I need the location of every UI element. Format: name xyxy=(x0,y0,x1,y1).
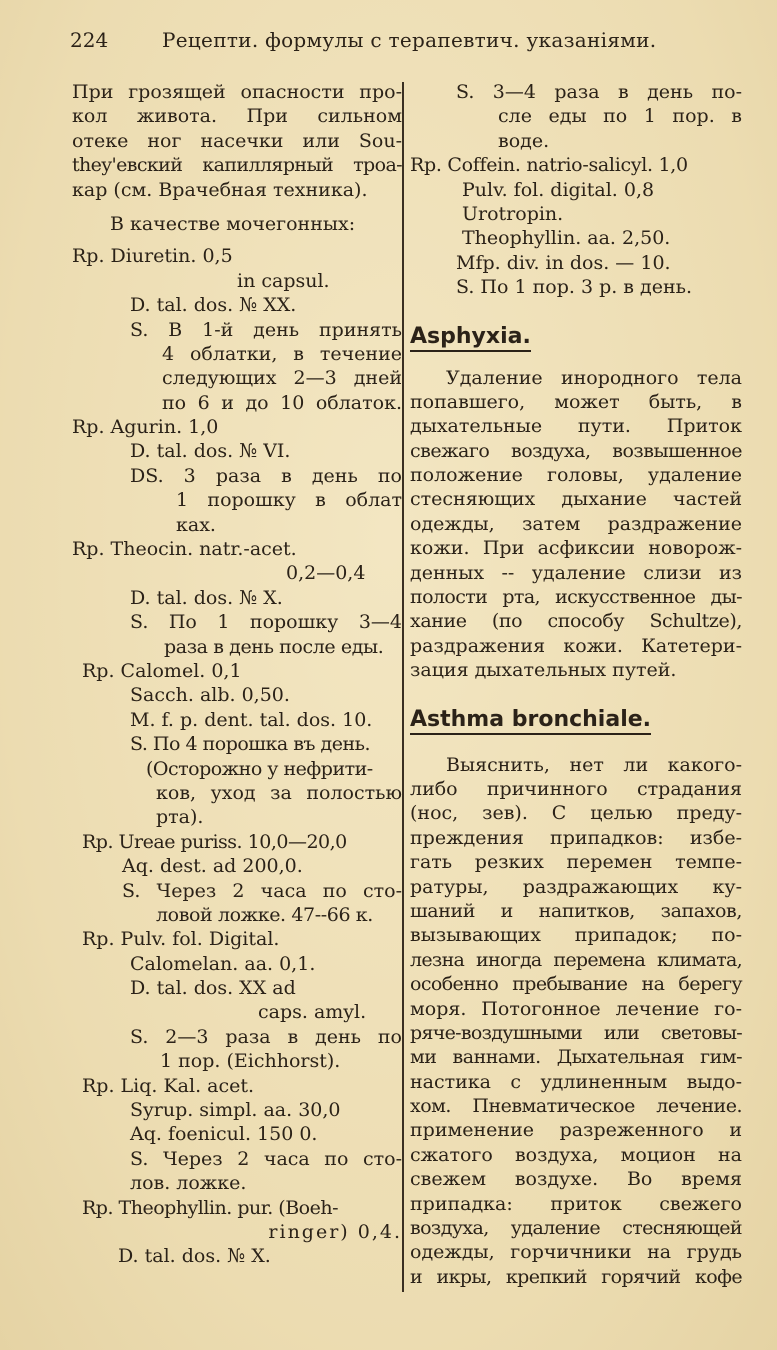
text-line: стесняющих дыхание частей xyxy=(410,488,742,511)
text-line: полости рта, искусственное ды- xyxy=(410,586,742,609)
recipe-line: S. В 1-й день принять xyxy=(130,318,402,341)
running-title: Рецепти. формулы с терапевтич. указаніями. xyxy=(162,28,657,52)
recipe-line: сле еды по 1 пор. в xyxy=(498,105,742,128)
recipe-line: ловой ложке. 47--66 к. xyxy=(156,903,373,926)
text-line: дыхательные пути. Приток xyxy=(410,415,742,438)
recipe-line: S. 3—4 раза в день по- xyxy=(456,81,742,103)
recipe-line: Rp. Agurin. 1,0 xyxy=(72,416,219,439)
text-line: воздуха, удаление стесняющей xyxy=(410,1217,742,1240)
recipe-line: S. По 4 порошка въ день. xyxy=(130,733,371,756)
recipe-line: S. Через 2 часа по сто- xyxy=(122,879,402,902)
text-line: одежды, горчичники на грудь xyxy=(410,1241,742,1264)
recipe-line: Theophyllin. aa. 2,50. xyxy=(462,227,671,250)
recipe-line: Rp. Calomel. 0,1 xyxy=(82,659,242,682)
page-header xyxy=(70,28,750,64)
text-line: зация дыхательных путей. xyxy=(410,659,677,682)
recipe-line: по 6 и до 10 облаток. xyxy=(162,391,402,414)
recipe-line: S. Через 2 часа по сто- xyxy=(130,1147,402,1170)
recipe-line: ringer) 0,4. xyxy=(268,1220,402,1243)
recipe-line: caps. amyl. xyxy=(258,1001,367,1024)
recipe-line: Rp. Theophyllin. pur. (Boeh- xyxy=(82,1196,339,1219)
text-line: свежаго воздуха, возвышенное xyxy=(410,439,742,462)
text-line: ратуры, раздражающих ку- xyxy=(410,875,742,898)
recipe-line: D. tal. dos. № VI. xyxy=(130,440,291,463)
page-number: 224 xyxy=(70,28,109,52)
text-line: При грозящей опасности про- xyxy=(72,81,402,103)
text-line: применение разреженного и xyxy=(410,1119,742,1142)
text-line: кар (см. Врачебная техника). xyxy=(72,178,368,201)
text-line: отеке ног насечки или Sou- xyxy=(72,129,402,152)
recipe-line: Mfp. div. in dos. — 10. xyxy=(456,251,671,274)
recipe-line: M. f. p. dent. tal. dos. 10. xyxy=(130,708,373,731)
recipe-line: D. tal. dos. № X. xyxy=(130,586,283,609)
recipe-line: S. По 1 пор. 3 р. в день. xyxy=(456,276,693,299)
text-line: и икры, крепкий горячий кофе xyxy=(410,1265,742,1288)
recipe-line: Aq. dest. ad 200,0. xyxy=(122,855,303,878)
text-line: (нос, зев). С целью преду- xyxy=(410,802,742,825)
recipe-line: Sacch. alb. 0,50. xyxy=(130,684,290,707)
recipe-line: Rp. Coffein. natrio-salicyl. 1,0 xyxy=(410,154,688,177)
recipe-line: 1 пор. (Eichhorst). xyxy=(160,1050,341,1073)
recipe-line: Rp. Ureae puriss. 10,0—20,0 xyxy=(82,830,347,853)
column-divider xyxy=(402,82,404,1292)
text-line: вызывающих припадок; по- xyxy=(410,924,742,947)
recipe-line: ках. xyxy=(176,513,216,536)
text-line: денных -- удаление слизи из xyxy=(410,561,742,584)
recipe-line: Urotropin. xyxy=(462,202,564,225)
text-line: ряче-воздушными или световы- xyxy=(410,1021,742,1044)
recipe-line: 4 облатки, в течение xyxy=(162,342,402,365)
recipe-line: ков, уход за полостью xyxy=(156,781,402,804)
text-line: they'евский капиллярный троа- xyxy=(72,154,402,177)
text-line: кожи. При асфиксии новорож- xyxy=(410,537,742,560)
text-line: хание (по способу Schultze), xyxy=(410,610,742,633)
recipe-line: 1 порошку в облат xyxy=(176,489,402,512)
text-line: настика с удлиненным выдо- xyxy=(410,1070,742,1093)
recipe-line: раза в день после еды. xyxy=(164,635,384,658)
recipe-line: S. 2—3 раза в день по xyxy=(130,1025,402,1048)
subheading: В качестве мочегонных: xyxy=(110,212,356,235)
recipe-line: S. По 1 порошку 3—4 xyxy=(130,611,402,634)
recipe-line: 0,2—0,4 xyxy=(286,562,366,585)
recipe-line: (Осторожно у нефрити- xyxy=(146,757,373,780)
right-column xyxy=(410,80,742,1289)
text-line: гать резких перемен темпе- xyxy=(410,851,742,874)
text-line: ми ваннами. Дыхательная гим- xyxy=(410,1046,742,1069)
text-line: хом. Пневматическое лечение. xyxy=(410,1095,742,1118)
text-line: кол живота. При сильном xyxy=(72,105,402,128)
text-line: моря. Потогонное лечение го- xyxy=(410,997,742,1020)
section-title-text: Asphyxia. xyxy=(410,324,531,352)
recipe-line: DS. 3 раза в день по xyxy=(130,464,402,487)
recipe-line: Syrup. simpl. aa. 30,0 xyxy=(130,1099,341,1122)
recipe-line: D. tal. dos. XX ad xyxy=(130,977,296,1000)
text-line: положение головы, удаление xyxy=(410,464,742,487)
left-column xyxy=(72,80,402,1269)
text-line: раздражения кожи. Катетери- xyxy=(410,634,742,657)
text-line: припадка: приток свежего xyxy=(410,1192,742,1215)
text-line: Выяснить, нет ли какого- xyxy=(446,753,742,776)
text-line: шаний и напитков, запахов, xyxy=(410,899,742,922)
section-title-text: Asthma bronchiale. xyxy=(410,707,651,735)
recipe-line: Aq. foenicul. 150 0. xyxy=(130,1123,318,1146)
text-line: одежды, затем раздражение xyxy=(410,512,742,535)
section-title-asphyxia xyxy=(410,314,742,360)
recipe-line: Rp. Diuretin. 0,5 xyxy=(72,245,233,268)
recipe-line: воде. xyxy=(498,129,550,152)
text-line: сжатого воздуха, моцион на xyxy=(410,1143,742,1166)
text-line: либо причинного страдания xyxy=(410,777,742,800)
text-line: лезна иногда перемена климата, xyxy=(410,948,742,971)
recipe-line: D. tal. dos. № X. xyxy=(118,1245,271,1268)
recipe-line: D. tal. dos. № XX. xyxy=(130,294,297,317)
recipe-line: Rp. Liq. Kal. acet. xyxy=(82,1074,255,1097)
recipe-line: Rp. Pulv. fol. Digital. xyxy=(82,928,280,951)
recipe-line: in capsul. xyxy=(237,269,330,292)
section-title-asthma xyxy=(410,697,742,743)
text-line: попавшего, может быть, в xyxy=(410,390,742,413)
text-line: Удаление инородного тела xyxy=(446,366,742,389)
recipe-line: Calomelan. aa. 0,1. xyxy=(130,952,316,975)
recipe-line: следующих 2—3 дней xyxy=(162,367,402,390)
recipe-line: Rp. Theocin. natr.-acet. xyxy=(72,538,297,561)
recipe-line: Pulv. fol. digital. 0,8 xyxy=(462,178,655,201)
recipe-line: рта). xyxy=(156,806,204,829)
text-line: особенно пребывание на берегу xyxy=(410,973,742,996)
text-line: свежем воздухе. Во время xyxy=(410,1168,742,1191)
text-line: преждения припадков: избе- xyxy=(410,826,742,849)
recipe-line: лов. ложке. xyxy=(130,1172,247,1195)
